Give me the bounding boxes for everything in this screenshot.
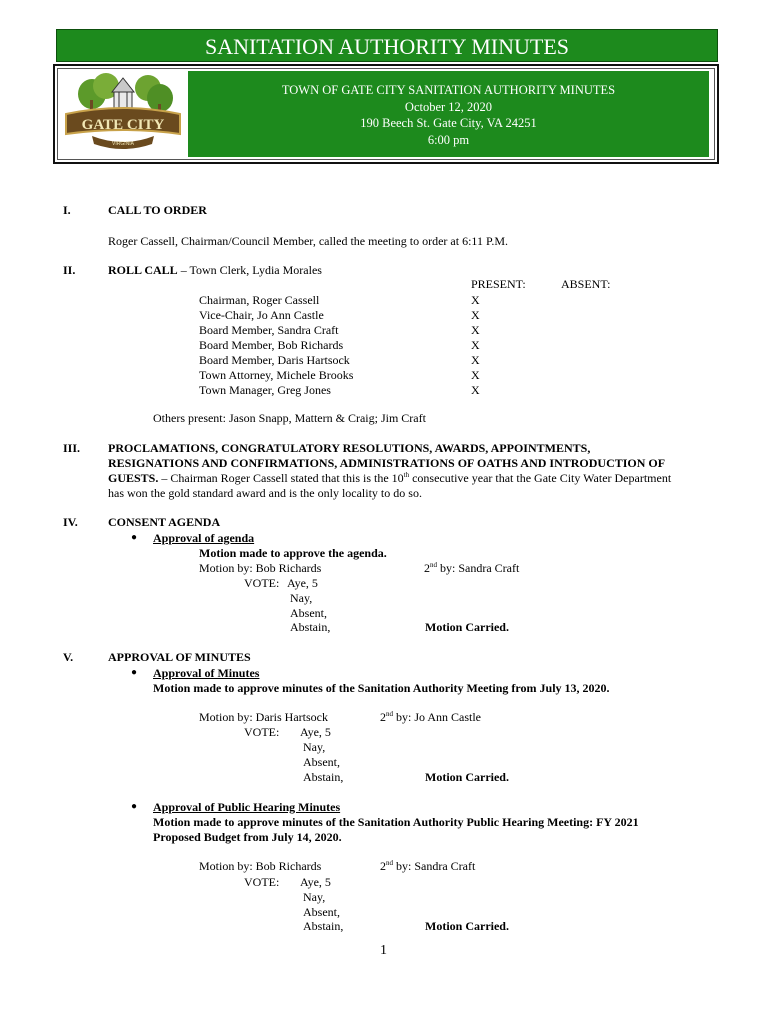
member-present-mark: X [471,323,480,337]
present-header: PRESENT: [471,277,526,291]
motion-text: Motion made to approve minutes of the Sanitation Authority Meeting from July 13, 2020. [153,681,610,695]
member-present-mark: X [471,368,480,382]
section-number: IV. [63,515,78,529]
section-title: CONSENT AGENDA [108,515,221,529]
motion-text: Motion made to approve the agenda. [199,546,387,560]
vote-abstain: Abstain, [290,620,331,634]
header-info [188,71,709,157]
agenda-item: Approval of agenda [153,531,255,545]
vote-abstain: Abstain, [303,919,344,933]
member-name: Board Member, Daris Hartsock [199,353,350,367]
member-name: Vice-Chair, Jo Ann Castle [199,308,324,322]
member-present-mark: X [471,383,480,397]
bullet-icon: ● [131,801,138,812]
motion-text-line-2: Proposed Budget from July 14, 2020. [153,830,342,844]
vote-label: VOTE: [244,725,280,739]
vote-aye: Aye, 5 [300,875,331,889]
minutes-item: Approval of Public Hearing Minutes [153,800,341,814]
motion-result: Motion Carried. [425,620,509,634]
seconded-by: 2nd by: Jo Ann Castle [380,710,482,724]
header-time: 6:00 pm [427,132,470,147]
vote-label: VOTE: [244,576,280,590]
member-name: Town Manager, Greg Jones [199,383,331,397]
member-name: Board Member, Sandra Craft [199,323,339,337]
motion-result: Motion Carried. [425,919,509,933]
proclamation-text-line-2: has won the gold standard award and is the only locality to do so. [108,486,422,500]
proclamation-text: GUESTS. – Chairman Roger Cassell stated that this is the 10th consecutive year that the Gate City Water Department [108,471,672,485]
bullet-icon: ● [131,532,138,543]
motion-text: Motion made to approve minutes of the Sanitation Authority Public Hearing Meeting: FY 2021 [153,815,639,829]
motion-result: Motion Carried. [425,770,509,784]
section-title: PROCLAMATIONS, CONGRATULATORY RESOLUTIONS, AWARDS, APPOINTMENTS, [108,441,591,455]
vote-nay: Nay, [303,890,326,904]
vote-absent: Absent, [303,755,340,769]
header-address: 190 Beech St. Gate City, VA 24251 [360,116,537,130]
section-number: I. [63,203,71,217]
motion-by: Motion by: Bob Richards [199,561,322,575]
section-title-line-2: RESIGNATIONS AND CONFIRMATIONS, ADMINISTRATIONS OF OATHS AND INTRODUCTION OF [108,456,666,470]
gate-city-logo [62,68,184,156]
vote-aye: Aye, 5 [287,576,318,590]
minutes-item: Approval of Minutes [153,666,260,680]
section-title: APPROVAL OF MINUTES [108,650,251,664]
title-banner: SANITATION AUTHORITY MINUTES [56,29,718,62]
absent-header: ABSENT: [561,277,611,291]
call-to-order-text: Roger Cassell, Chairman/Council Member, called the meeting to order at 6:11 P.M. [108,234,508,248]
header-line-1: TOWN OF GATE CITY SANITATION AUTHORITY MINUTES [281,83,616,97]
section-title: CALL TO ORDER [108,203,207,217]
member-present-mark: X [471,338,480,352]
member-name: Board Member, Bob Richards [199,338,344,352]
section-number: III. [63,441,81,455]
vote-absent: Absent, [290,606,327,620]
vote-nay: Nay, [290,591,313,605]
member-present-mark: X [471,353,480,367]
logo-text: GATE CITY [81,117,165,133]
header-date: October 12, 2020 [404,99,493,114]
vote-absent: Absent, [303,905,340,919]
section-number: V. [63,650,74,664]
logo-subtext: VIRGINIA [112,141,134,147]
others-present: Others present: Jason Snapp, Mattern & Craig; Jim Craft [153,411,426,425]
page-number: 1 [380,943,387,958]
vote-aye: Aye, 5 [300,725,331,739]
member-present-mark: X [471,293,480,307]
vote-nay: Nay, [303,740,326,754]
vote-label: VOTE: [244,875,280,889]
vote-abstain: Abstain, [303,770,344,784]
bullet-icon: ● [131,667,138,678]
seconded-by: 2nd by: Sandra Craft [380,859,476,873]
member-name: Town Attorney, Michele Brooks [199,368,354,382]
roll-call-heading: ROLL CALL – Town Clerk, Lydia Morales [108,263,322,277]
motion-by: Motion by: Bob Richards [199,859,322,873]
seconded-by: 2nd by: Sandra Craft [424,561,520,575]
section-number: II. [63,263,76,277]
motion-by: Motion by: Daris Hartsock [199,710,328,724]
member-present-mark: X [471,308,480,322]
member-name: Chairman, Roger Cassell [199,293,320,307]
